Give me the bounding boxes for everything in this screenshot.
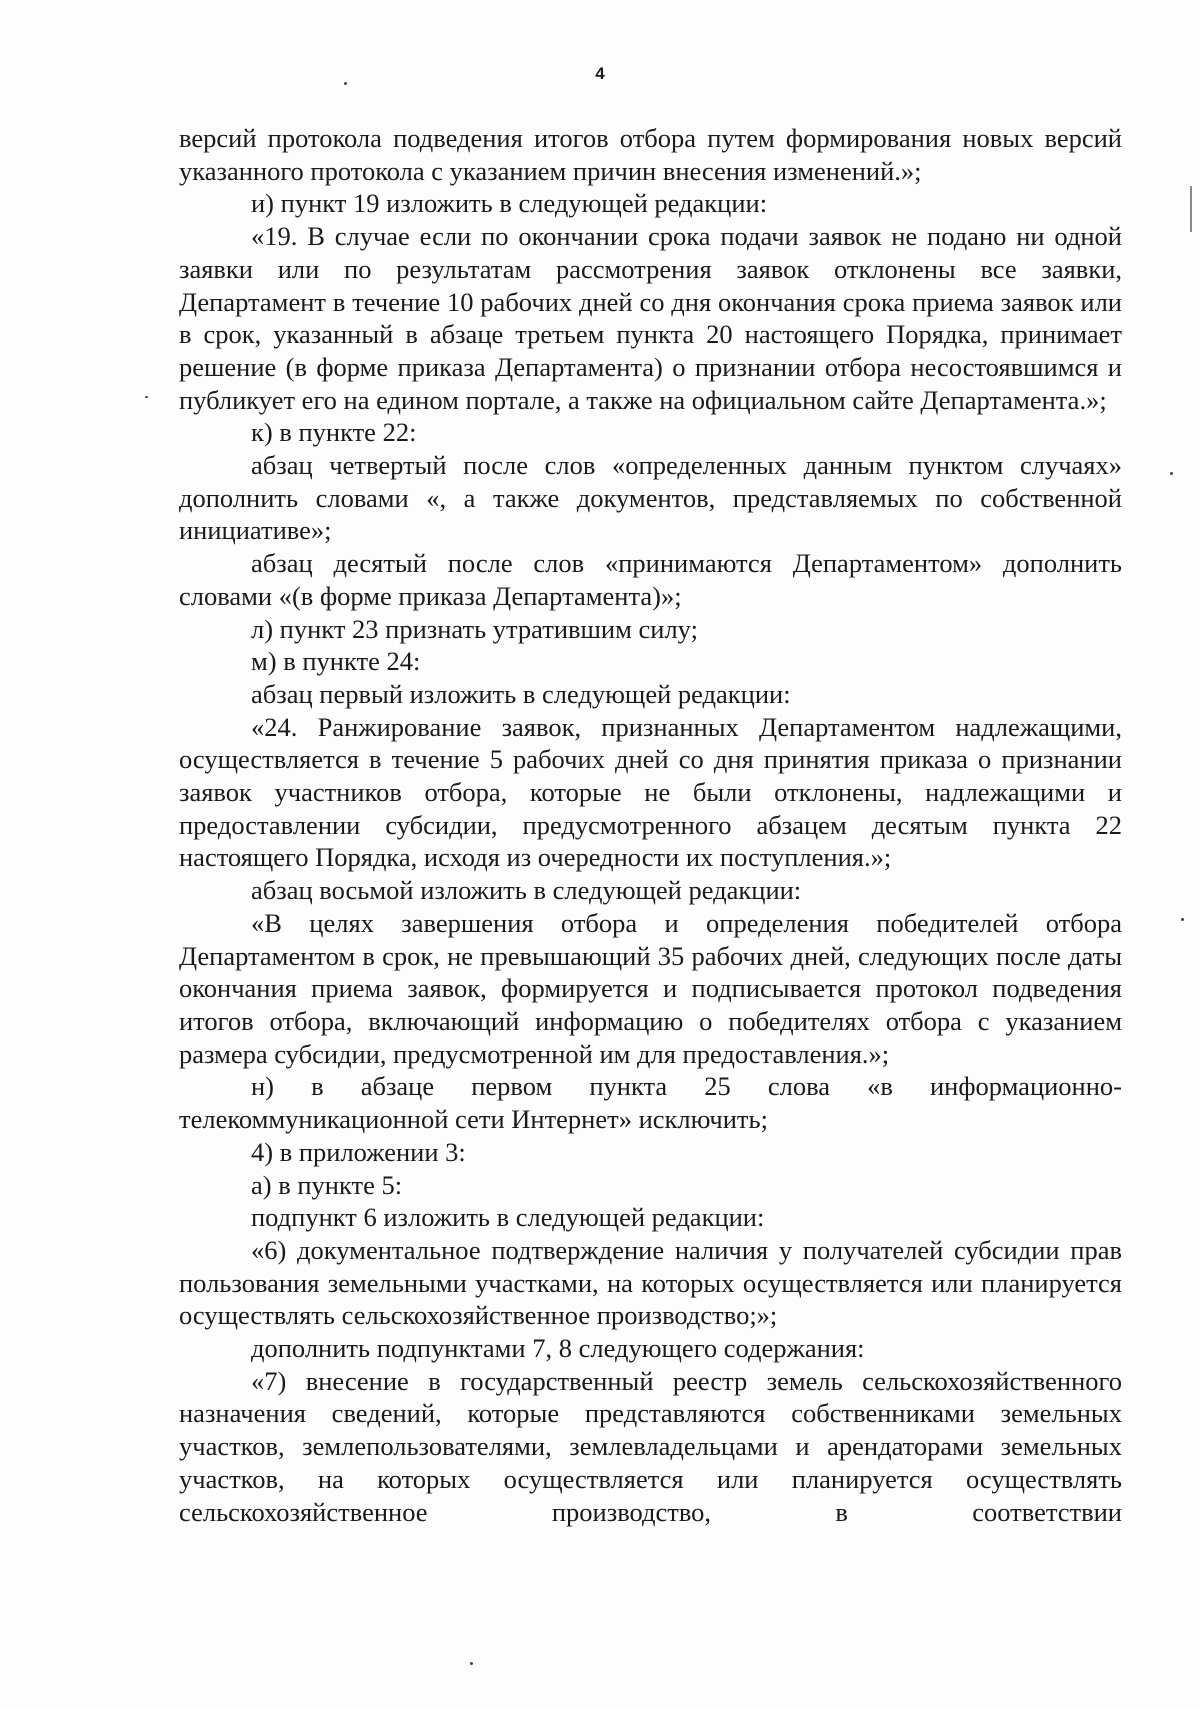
scan-speck — [1181, 918, 1184, 921]
paragraph: н) в абзаце первом пункта 25 слова «в информационно-телекоммуникационной сети Интернет» исключить; — [179, 1071, 1122, 1135]
paragraph: «7) внесение в государственный реестр земель сельскохозяйственного назначения сведений, которые представляются собственниками земельных участков, землепользователями, землевладельцами и арендаторами земельных участков, на которых осуществляется или планируется осуществлять сельскохозяйственное производство, в соответствии — [179, 1365, 1122, 1527]
page-number: 4 — [595, 64, 605, 83]
paragraph: «В целях завершения отбора и определения победителей отбора Департаментом в срок, не превышающий 35 рабочих дней, следующих после даты окончания приема заявок, формируется и подписывается протокол подведения итогов отбора, включающий информацию о победителях отбора с указанием размера субсидии, предусмотренной им для предоставления.»; — [179, 907, 1122, 1069]
paragraph: л) пункт 23 признать утратившим силу; — [251, 613, 698, 644]
paragraph: абзац восьмой изложить в следующей редакции: — [251, 875, 802, 906]
paragraph: «24. Ранжирование заявок, признанных Департаментом надлежащими, осуществляется в течение 5 рабочих дней со дня принятия приказа о признании заявок участников отбора, которые не были отклонены, надлежащими и предоставлении субсидии, предусмотренного абзацем десятым пункта 22 настоящего Порядка, исходя из очередности их поступления.»; — [179, 711, 1122, 873]
scan-speck — [1170, 472, 1173, 475]
scan-speck — [470, 1662, 473, 1665]
paragraph: абзац десятый после слов «принимаются Департаментом» дополнить словами «(в форме приказа Департамента)»; — [179, 548, 1122, 611]
paragraph: 4) в приложении 3: — [251, 1136, 466, 1167]
paragraph: к) в пункте 22: — [251, 417, 417, 448]
document-body — [179, 122, 1122, 1528]
paragraph: дополнить подпунктами 7, 8 следующего содержания: — [251, 1333, 865, 1364]
scan-speck — [145, 396, 148, 398]
paragraph: абзац первый изложить в следующей редакции: — [251, 678, 791, 709]
paragraph: а) в пункте 5: — [251, 1169, 403, 1200]
paragraph: м) в пункте 24: — [251, 646, 421, 677]
paragraph: версий протокола подведения итогов отбора путем формирования новых версий указанного протокола с указанием причин внесения изменений.»; — [179, 123, 1122, 186]
paragraph: «6) документальное подтверждение наличия у получателей субсидии прав пользования земельными участками, на которых осуществляется или планируется осуществлять сельскохозяйственное производство;»; — [179, 1234, 1122, 1331]
paragraph: абзац четвертый после слов «определенных данным пунктом случаях» дополнить словами «, а также документов, представляемых по собственной инициативе»; — [179, 450, 1122, 546]
paragraph: «19. В случае если по окончании срока подачи заявок не подано ни одной заявки или по результатам рассмотрения заявок отклонены все заявки, Департамент в течение 10 рабочих дней со дня окончания срока приема заявок или в срок, указанный в абзаце третьем пункта 20 настоящего Порядка, принимает решение (в форме приказа Департамента) о признании отбора несостоявшимся и публикует его на едином портале, а также на официальном сайте Департамента.»; — [179, 221, 1122, 415]
paragraph: подпункт 6 изложить в следующей редакции: — [251, 1202, 765, 1233]
paragraph: и) пункт 19 изложить в следующей редакции: — [251, 188, 768, 219]
scan-speck — [344, 82, 347, 85]
margin-scan-line — [1190, 186, 1192, 232]
